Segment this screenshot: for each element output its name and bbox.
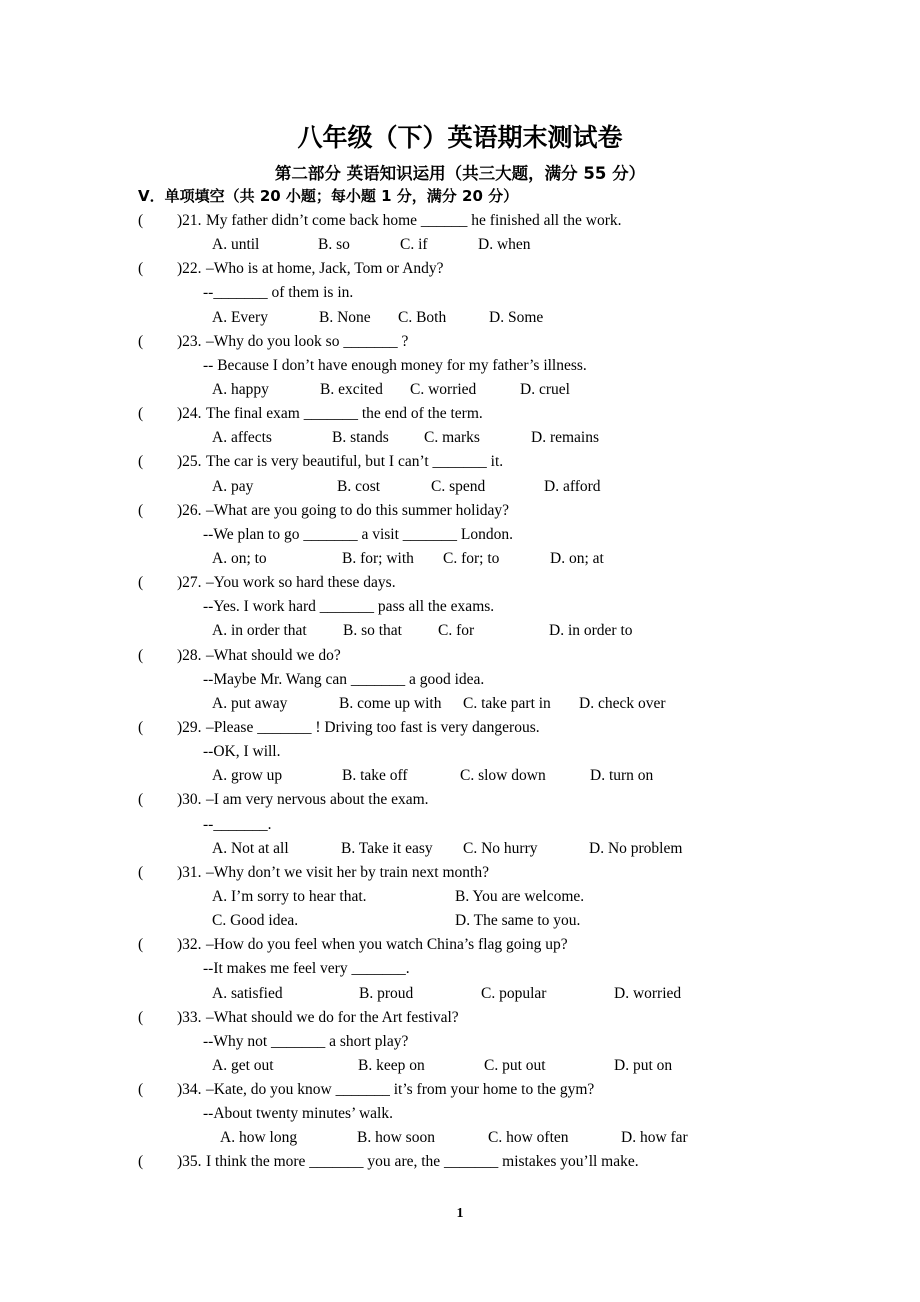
- question-number: )35.: [177, 1153, 202, 1171]
- option-d: D. No problem: [589, 839, 683, 857]
- option-c: C. Both: [398, 308, 447, 326]
- dialogue-line: [0, 668, 920, 692]
- question-number: )32.: [177, 936, 202, 954]
- question-number: )25.: [177, 453, 202, 471]
- question-stem: The car is very beautiful, but I can’t _______ it.: [206, 453, 504, 471]
- question-stem-line: [0, 788, 920, 812]
- answer-paren-open: (: [138, 791, 144, 809]
- question-number: )33.: [177, 1008, 202, 1026]
- option-c: C. slow down: [460, 767, 546, 785]
- question-stem-line: [0, 257, 920, 281]
- option-b: B. so: [318, 236, 350, 254]
- option-c: C. Good idea.: [212, 912, 299, 930]
- option-a: A. Every: [212, 308, 268, 326]
- question-stem: –Why don’t we visit her by train next month?: [206, 863, 489, 881]
- answer-paren-open: (: [138, 260, 144, 278]
- option-a: A. until: [212, 236, 260, 254]
- dialogue-line: [0, 595, 920, 619]
- exam-title: 八年级（下）英语期末测试卷: [297, 123, 623, 152]
- question-number: )28.: [177, 646, 202, 664]
- question-stem-line: [0, 933, 920, 957]
- question-stem: –What are you going to do this summer holiday?: [206, 501, 510, 519]
- options-row: [0, 475, 920, 499]
- question-stem: –I am very nervous about the exam.: [206, 791, 429, 809]
- question-number: )30.: [177, 791, 202, 809]
- options-row: [0, 378, 920, 402]
- dialogue-text: -- Because I don’t have enough money for my father’s illness.: [203, 356, 587, 374]
- question-stem: –What should we do for the Art festival?: [206, 1008, 459, 1026]
- answer-paren-open: (: [138, 1008, 144, 1026]
- option-c: C. put out: [484, 1056, 546, 1074]
- answer-paren-open: (: [138, 405, 144, 423]
- question-stem-line: [0, 861, 920, 885]
- options-row: [0, 909, 920, 933]
- options-row: [0, 306, 920, 330]
- question-number: )27.: [177, 574, 202, 592]
- question-number: )34.: [177, 1081, 202, 1099]
- answer-paren-open: (: [138, 936, 144, 954]
- option-d: D. remains: [531, 429, 600, 447]
- dialogue-text: --About twenty minutes’ walk.: [203, 1105, 393, 1123]
- question-stem-line: [0, 716, 920, 740]
- option-a: A. how long: [220, 1129, 298, 1147]
- option-d: D. in order to: [549, 622, 633, 640]
- option-b: B. You are welcome.: [455, 887, 585, 905]
- answer-paren-open: (: [138, 863, 144, 881]
- dialogue-text: --Maybe Mr. Wang can _______ a good idea.: [203, 670, 485, 688]
- option-c: C. popular: [481, 984, 547, 1002]
- answer-paren-open: (: [138, 718, 144, 736]
- question-stem-line: [0, 330, 920, 354]
- dialogue-line: [0, 1102, 920, 1126]
- dialogue-line: [0, 354, 920, 378]
- answer-paren-open: (: [138, 453, 144, 471]
- question-number: )23.: [177, 332, 202, 350]
- question-number: )22.: [177, 260, 202, 278]
- dialogue-text: --OK, I will.: [203, 743, 281, 761]
- question-number: )26.: [177, 501, 202, 519]
- option-a: A. Not at all: [212, 839, 289, 857]
- question-number: )29.: [177, 718, 202, 736]
- option-b: B. come up with: [339, 694, 442, 712]
- option-a: A. in order that: [212, 622, 307, 640]
- answer-paren-open: (: [138, 332, 144, 350]
- option-d: D. Some: [489, 308, 544, 326]
- question-stem-line: [0, 499, 920, 523]
- question-stem: –Who is at home, Jack, Tom or Andy?: [206, 260, 444, 278]
- question-number: )24.: [177, 405, 202, 423]
- options-row: [0, 233, 920, 257]
- question-stem-line: [0, 1006, 920, 1030]
- option-a: A. on; to: [212, 549, 267, 567]
- options-row: [0, 885, 920, 909]
- dialogue-line: [0, 813, 920, 837]
- option-b: B. Take it easy: [341, 839, 433, 857]
- question-stem-line: [0, 644, 920, 668]
- section-heading: V．单项填空（共 20 小题；每小题 1 分，满分 20 分）: [138, 187, 519, 205]
- dialogue-text: --We plan to go _______ a visit _______ London.: [203, 525, 514, 543]
- option-c: C. No hurry: [463, 839, 538, 857]
- question-stem: I think the more _______ you are, the _______ mistakes you’ll make.: [206, 1153, 639, 1171]
- dialogue-line: [0, 523, 920, 547]
- option-b: B. proud: [359, 984, 414, 1002]
- question-stem-line: [0, 1150, 920, 1174]
- question-stem-line: [0, 571, 920, 595]
- option-c: C. spend: [431, 477, 486, 495]
- dialogue-text: --_______ of them is in.: [203, 284, 354, 302]
- answer-paren-open: (: [138, 646, 144, 664]
- question-stem: –How do you feel when you watch China’s flag going up?: [206, 936, 568, 954]
- option-d: D. turn on: [590, 767, 654, 785]
- option-c: C. marks: [424, 429, 480, 447]
- option-d: D. The same to you.: [455, 912, 581, 930]
- dialogue-line: [0, 957, 920, 981]
- options-row: [0, 692, 920, 716]
- option-d: D. on; at: [550, 549, 604, 567]
- option-c: C. worried: [410, 380, 477, 398]
- option-b: B. stands: [332, 429, 389, 447]
- part-heading: 第二部分 英语知识运用（共三大题，满分 55 分）: [274, 164, 646, 183]
- option-d: D. afford: [544, 477, 601, 495]
- dialogue-text: --It makes me feel very _______.: [203, 960, 410, 978]
- option-a: A. I’m sorry to hear that.: [212, 887, 367, 905]
- question-number: )21.: [177, 212, 202, 229]
- page-number: 1: [456, 1206, 464, 1221]
- option-c: C. how often: [488, 1129, 569, 1147]
- option-a: A. affects: [212, 429, 272, 447]
- answer-paren-open: (: [138, 1153, 144, 1171]
- question-stem-line: [0, 209, 920, 233]
- dialogue-line: [0, 281, 920, 305]
- options-row: [0, 1126, 920, 1150]
- question-stem-line: [0, 1078, 920, 1102]
- option-c: C. take part in: [463, 694, 551, 712]
- option-b: B. so that: [343, 622, 402, 640]
- question-stem: –You work so hard these days.: [206, 574, 396, 592]
- options-row: [0, 619, 920, 643]
- option-b: B. take off: [342, 767, 408, 785]
- question-stem-line: [0, 402, 920, 426]
- answer-paren-open: (: [138, 501, 144, 519]
- option-d: D. when: [478, 236, 531, 254]
- dialogue-text: --Yes. I work hard _______ pass all the exams.: [203, 598, 495, 616]
- option-c: C. if: [400, 236, 428, 254]
- option-d: D. cruel: [520, 380, 570, 398]
- option-c: C. for; to: [443, 549, 500, 567]
- option-d: D. check over: [579, 694, 666, 712]
- options-row: [0, 547, 920, 571]
- dialogue-line: [0, 740, 920, 764]
- option-b: B. cost: [337, 477, 381, 495]
- options-row: [0, 1054, 920, 1078]
- question-stem: –What should we do?: [206, 646, 341, 664]
- option-a: A. put away: [212, 694, 288, 712]
- option-a: A. get out: [212, 1056, 274, 1074]
- options-row: [0, 426, 920, 450]
- option-b: B. how soon: [357, 1129, 435, 1147]
- answer-paren-open: (: [138, 212, 144, 229]
- question-number: )31.: [177, 863, 202, 881]
- question-list: [0, 209, 920, 1175]
- question-stem: The final exam _______ the end of the term.: [206, 405, 483, 423]
- options-row: [0, 764, 920, 788]
- option-a: A. satisfied: [212, 984, 283, 1002]
- option-b: B. None: [319, 308, 371, 326]
- option-c: C. for: [438, 622, 475, 640]
- question-stem: –Please _______ ! Driving too fast is very dangerous.: [206, 718, 540, 736]
- option-b: B. keep on: [358, 1056, 425, 1074]
- option-a: A. grow up: [212, 767, 283, 785]
- question-stem: –Why do you look so _______ ?: [206, 332, 409, 350]
- option-b: B. excited: [320, 380, 383, 398]
- dialogue-text: --_______.: [203, 815, 272, 833]
- question-stem-line: [0, 450, 920, 474]
- option-d: D. how far: [621, 1129, 688, 1147]
- options-row: [0, 982, 920, 1006]
- option-b: B. for; with: [342, 549, 414, 567]
- question-stem: –Kate, do you know _______ it’s from your home to the gym?: [206, 1081, 595, 1099]
- answer-paren-open: (: [138, 1081, 144, 1099]
- dialogue-text: --Why not _______ a short play?: [203, 1032, 409, 1050]
- answer-paren-open: (: [138, 574, 144, 592]
- option-a: A. pay: [212, 477, 254, 495]
- option-d: D. put on: [614, 1056, 673, 1074]
- options-row: [0, 837, 920, 861]
- dialogue-line: [0, 1030, 920, 1054]
- option-a: A. happy: [212, 380, 269, 398]
- option-d: D. worried: [614, 984, 682, 1002]
- question-stem: My father didn’t come back home ______ he finished all the work.: [206, 212, 622, 229]
